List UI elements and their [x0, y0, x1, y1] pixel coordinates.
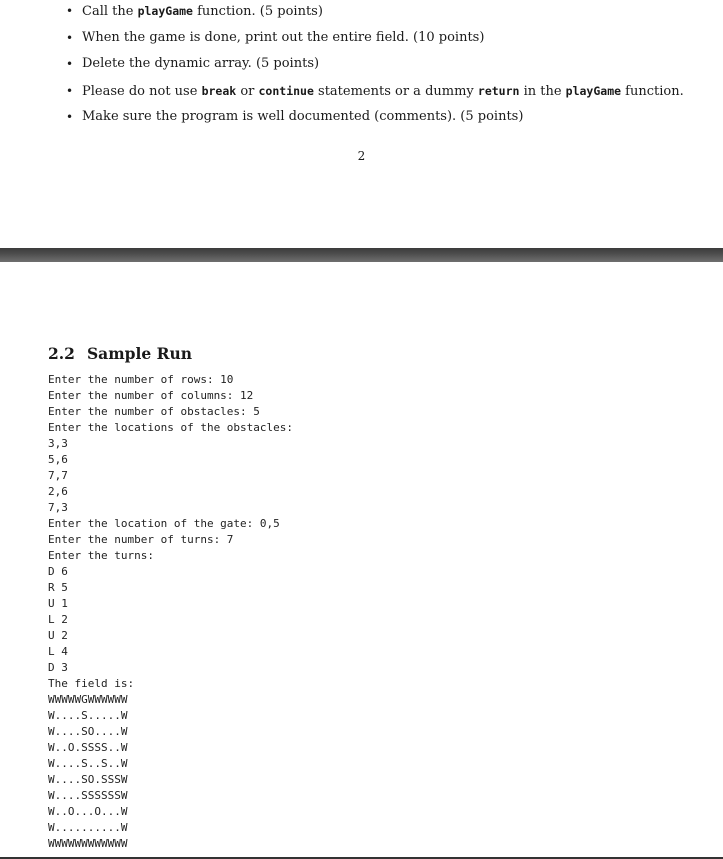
code-playgame: playGame — [137, 4, 193, 18]
sample-run-line: W....SO.SSSW — [48, 773, 128, 786]
previous-page — [0, 0, 723, 248]
sample-run-line: D 3 — [48, 661, 68, 674]
sample-run-line: Enter the location of the gate: 0,5 — [48, 517, 280, 530]
sample-run-line: L 2 — [48, 613, 68, 626]
sample-run-line: Enter the locations of the obstacles: — [48, 421, 294, 434]
sample-run-line: WWWWWWWWWWWW — [48, 837, 128, 850]
sample-run-line: 7,3 — [48, 501, 68, 514]
sample-run-line: The field is: — [48, 677, 135, 690]
requirement-item: • Make sure the program is well documented (comments). (5 points) — [66, 109, 524, 124]
sample-run-line: Enter the number of columns: 12 — [48, 389, 254, 402]
sample-run-line: 2,6 — [48, 485, 68, 498]
bullet-icon: • — [66, 4, 74, 18]
page-number: 2 — [357, 149, 366, 163]
section-number: 2.2 — [48, 344, 75, 363]
sample-run-output — [48, 372, 293, 852]
requirements-list — [64, 2, 714, 135]
sample-run-line: 5,6 — [48, 453, 68, 466]
bullet-icon: • — [66, 83, 74, 98]
bullet-icon: • — [66, 57, 74, 71]
bullet-icon: • — [66, 110, 74, 124]
section-title: Sample Run — [86, 344, 193, 363]
sample-run-line: Enter the number of rows: 10 — [48, 373, 234, 386]
requirement-item: • When the game is done, print out the entire field. (10 points) — [66, 29, 485, 45]
page-separator — [0, 248, 723, 262]
requirement-item: • Delete the dynamic array. (5 points) — [66, 56, 320, 71]
requirement-item: • Call the playGame function. (5 points) — [66, 4, 323, 19]
sample-run-line: Enter the turns: — [48, 549, 154, 562]
sample-run-line: W....SO....W — [48, 725, 128, 738]
sample-run-line: W..O.SSSS..W — [48, 741, 128, 754]
sample-run-line: W..........W — [48, 821, 128, 834]
sample-run-line: W....S.....W — [48, 709, 128, 722]
sample-run-line: 7,7 — [48, 469, 68, 482]
requirement-item: • Please do not use break or continue statements or a dummy return in the playGame function. — [66, 83, 684, 99]
sample-run-line: WWWWWGWWWWWW — [48, 693, 128, 706]
sample-run-line: Enter the number of turns: 7 — [48, 533, 234, 546]
code-return: return — [477, 83, 520, 98]
bullet-icon: • — [66, 30, 74, 45]
sample-run-line: 3,3 — [48, 437, 68, 450]
sample-run-line: U 2 — [48, 629, 68, 642]
sample-run-line: R 5 — [48, 581, 68, 594]
sample-run-line: L 4 — [48, 645, 68, 658]
code-continue: continue — [258, 83, 314, 98]
sample-run-line: W....SSSSSSW — [48, 789, 128, 802]
sample-run-line: W....S..S..W — [48, 757, 128, 770]
sample-run-line: D 6 — [48, 565, 68, 578]
code-break: break — [201, 83, 237, 98]
current-page — [0, 262, 723, 859]
sample-run-line: U 1 — [48, 597, 68, 610]
section-heading — [48, 344, 192, 363]
sample-run-line: W..O...O...W — [48, 805, 128, 818]
code-playgame: playGame — [565, 83, 622, 98]
sample-run-line: Enter the number of obstacles: 5 — [48, 405, 260, 418]
